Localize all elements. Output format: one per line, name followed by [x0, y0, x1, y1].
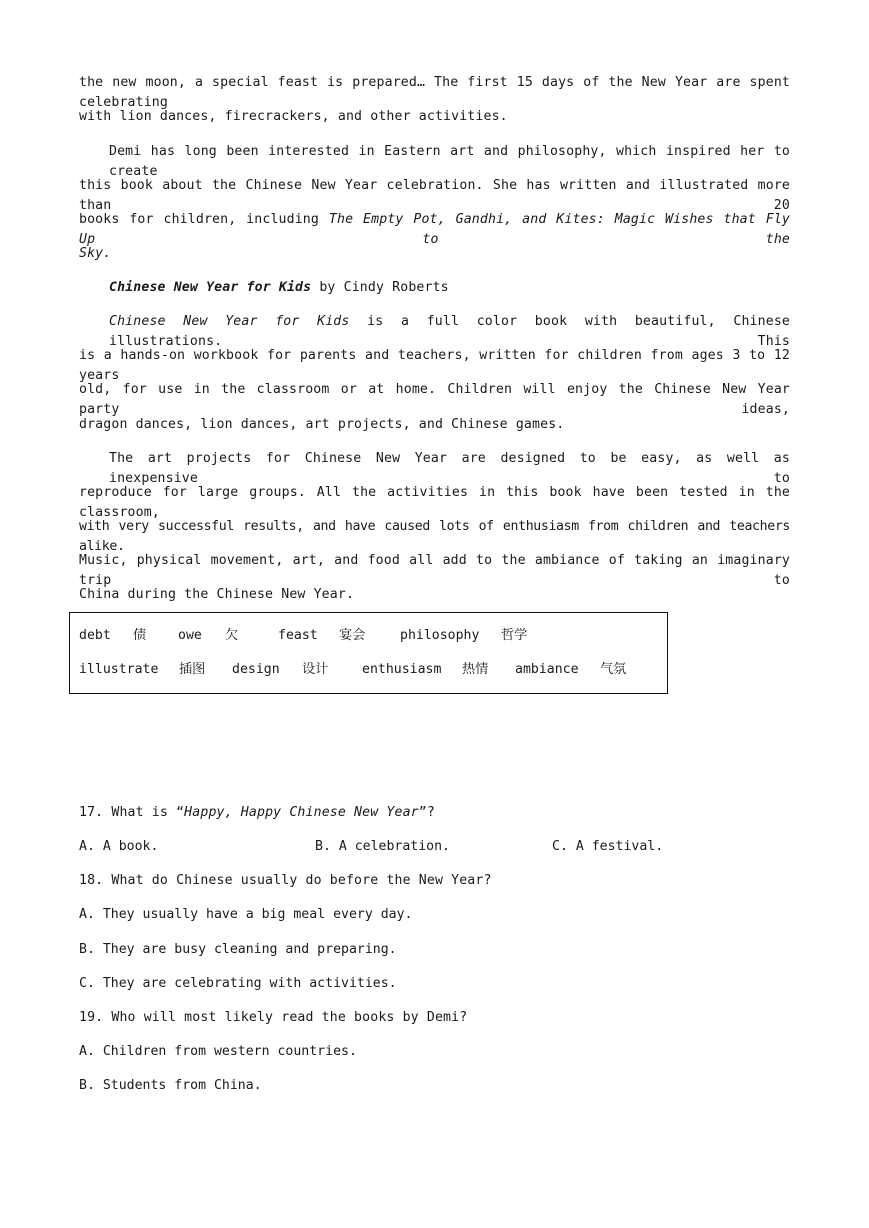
passage-line: dragon dances, lion dances, art projects, and Chinese games.	[79, 417, 565, 432]
vocab-meaning: 宴会	[339, 628, 366, 643]
question-text: 17. What is “	[79, 805, 185, 820]
vocab-word: design	[232, 662, 280, 677]
passage-line: The art projects for Chinese New Year are designed to be easy, as well as inexpensive to	[109, 451, 790, 486]
vocab-word: illustrate	[79, 662, 159, 677]
vocab-meaning: 气氛	[600, 662, 627, 677]
vocab-word: philosophy	[400, 628, 480, 643]
vocab-row	[70, 660, 667, 680]
vocabulary-box	[69, 612, 668, 694]
vocab-meaning: 设计	[302, 662, 329, 677]
passage-line: China during the Chinese New Year.	[79, 587, 355, 602]
vocab-meaning: 欠	[225, 628, 239, 643]
passage-line: Sky.	[79, 246, 112, 261]
passage-line: Demi has long been interested in Eastern art and philosophy, which inspired her to create	[109, 144, 790, 179]
passage-line	[79, 210, 790, 250]
passage-line: with lion dances, firecrackers, and other activities.	[79, 109, 508, 124]
q18-option-c[interactable]: C. They are celebrating with activities.	[79, 976, 397, 991]
q17-option-b[interactable]: B. A celebration.	[315, 839, 450, 854]
vocab-row	[70, 626, 667, 646]
book-author: by Cindy Roberts	[311, 280, 449, 295]
passage-line: is a hands-on workbook for parents and teachers, written for children from ages 3 to 12 years	[79, 348, 790, 383]
question-19: 19. Who will most likely read the books by Demi?	[79, 1010, 468, 1025]
passage-line: with very successful results, and have caused lots of enthusiasm from children and teachers alike.	[79, 519, 790, 554]
passage-line: Music, physical movement, art, and food all add to the ambiance of taking an imaginary trip to	[79, 553, 790, 588]
vocab-meaning: 债	[133, 628, 147, 643]
vocab-word: ambiance	[515, 662, 579, 677]
passage-text: books for children, including	[79, 212, 329, 227]
question-italic-title: Happy, Happy Chinese New Year	[184, 805, 419, 820]
question-18: 18. What do Chinese usually do before the New Year?	[79, 873, 492, 888]
vocab-word: debt	[79, 628, 111, 643]
vocab-word: enthusiasm	[362, 662, 442, 677]
vocab-word: feast	[278, 628, 318, 643]
passage-line: reproduce for large groups. All the activities in this book have been tested in the classroom,	[79, 485, 790, 520]
q18-option-a[interactable]: A. They usually have a big meal every day.	[79, 907, 413, 922]
question-17	[79, 803, 435, 823]
vocab-meaning: 哲学	[501, 628, 528, 643]
passage-line: this book about the Chinese New Year celebration. She has written and illustrated more than 20	[79, 178, 790, 213]
question-text: ”?	[418, 805, 435, 820]
q19-option-a[interactable]: A. Children from western countries.	[79, 1044, 357, 1059]
vocab-word: owe	[178, 628, 202, 643]
q19-option-b[interactable]: B. Students from China.	[79, 1078, 262, 1093]
book-title-inline: Chinese New Year for Kids	[109, 314, 350, 329]
vocab-meaning: 插图	[179, 662, 206, 677]
book-heading	[109, 278, 449, 298]
passage-text: is a full color book with beautiful, Chinese illustrations. This	[109, 314, 790, 349]
passage-line: old, for use in the classroom or at home. Children will enjoy the Chinese New Year party ideas,	[79, 382, 790, 417]
book-titles-italic: The Empty Pot, Gandhi, and Kites: Magic Wishes that Fly Up to the	[79, 212, 790, 247]
q17-option-a[interactable]: A. A book.	[79, 839, 159, 854]
q17-option-c[interactable]: C. A festival.	[552, 839, 664, 854]
vocab-meaning: 热情	[462, 662, 489, 677]
q18-option-b[interactable]: B. They are busy cleaning and preparing.	[79, 942, 397, 957]
passage-line: the new moon, a special feast is prepared… The first 15 days of the New Year are spent celebrating	[79, 75, 790, 110]
book-title: Chinese New Year for Kids	[109, 280, 312, 295]
